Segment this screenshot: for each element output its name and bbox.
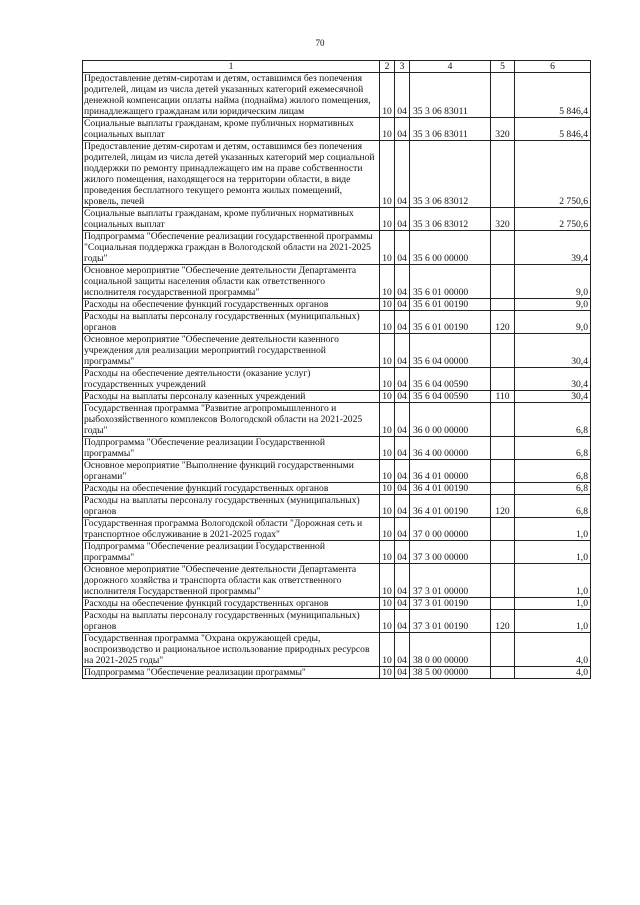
- row-subsection: 04: [395, 231, 410, 265]
- row-section: 10: [380, 437, 395, 460]
- row-expense-type: [491, 598, 515, 610]
- table-row: [83, 610, 591, 633]
- row-name: Расходы на выплаты персоналу государственных (муниципальных) органов: [83, 610, 380, 633]
- row-section: 10: [380, 334, 395, 368]
- row-subsection: 04: [395, 483, 410, 495]
- row-subsection: 04: [395, 141, 410, 208]
- row-name: Расходы на обеспечение функций государственных органов: [83, 299, 380, 311]
- row-section: 10: [380, 541, 395, 564]
- row-amount: 39,4: [515, 231, 591, 265]
- row-name: Предоставление детям-сиротам и детям, оставшимся без попечения родителей, лицам из числа детей указанных категорий ежемесячной денежной компенсации оплаты найма (поднайма) жилого помещения, принадлежащего гражданам или юридическим лицам: [83, 73, 380, 118]
- row-name: Расходы на выплаты персоналу государственных (муниципальных) органов: [83, 495, 380, 518]
- budget-table: [82, 60, 591, 679]
- table-row: [83, 541, 591, 564]
- row-subsection: 04: [395, 541, 410, 564]
- row-subsection: 04: [395, 564, 410, 598]
- row-amount: 9,0: [515, 299, 591, 311]
- row-section: 10: [380, 403, 395, 437]
- row-amount: 6,8: [515, 483, 591, 495]
- row-subsection: 04: [395, 403, 410, 437]
- row-subsection: 04: [395, 460, 410, 483]
- row-section: 10: [380, 231, 395, 265]
- row-target-article: 35 6 00 00000: [410, 231, 491, 265]
- row-expense-type: [491, 564, 515, 598]
- row-subsection: 04: [395, 391, 410, 403]
- row-name: Основное мероприятие "Обеспечение деятельности Департамента социальной защиты населения области как ответственного исполнителя государственной программы": [83, 265, 380, 299]
- header-col-target-article: 4: [410, 61, 491, 73]
- row-section: 10: [380, 518, 395, 541]
- row-expense-type: [491, 541, 515, 564]
- table-row: [83, 118, 591, 141]
- row-expense-type: [491, 334, 515, 368]
- row-subsection: 04: [395, 610, 410, 633]
- table-row: [83, 495, 591, 518]
- row-target-article: 35 3 06 83011: [410, 73, 491, 118]
- row-expense-type: [491, 368, 515, 391]
- row-section: 10: [380, 265, 395, 299]
- row-name: Расходы на обеспечение деятельности (оказание услуг) государственных учреждений: [83, 368, 380, 391]
- row-target-article: 35 6 04 00000: [410, 334, 491, 368]
- row-amount: 6,8: [515, 460, 591, 483]
- table-row: [83, 334, 591, 368]
- row-name: Подпрограмма "Обеспечение реализации программы": [83, 667, 380, 679]
- row-subsection: 04: [395, 368, 410, 391]
- row-subsection: 04: [395, 311, 410, 334]
- row-section: 10: [380, 483, 395, 495]
- row-section: 10: [380, 460, 395, 483]
- row-subsection: 04: [395, 118, 410, 141]
- row-section: 10: [380, 141, 395, 208]
- row-subsection: 04: [395, 518, 410, 541]
- row-section: 10: [380, 391, 395, 403]
- row-expense-type: [491, 518, 515, 541]
- row-expense-type: [491, 437, 515, 460]
- row-section: 10: [380, 610, 395, 633]
- row-amount: 4,0: [515, 633, 591, 667]
- row-section: 10: [380, 667, 395, 679]
- row-expense-type: [491, 483, 515, 495]
- table-row: [83, 73, 591, 118]
- row-target-article: 36 4 01 00000: [410, 460, 491, 483]
- row-section: 10: [380, 311, 395, 334]
- header-col-name: 1: [83, 61, 380, 73]
- row-amount: 5 846,4: [515, 73, 591, 118]
- row-section: 10: [380, 73, 395, 118]
- row-target-article: 35 3 06 83012: [410, 208, 491, 231]
- row-target-article: 36 4 00 00000: [410, 437, 491, 460]
- row-target-article: 37 3 00 00000: [410, 541, 491, 564]
- row-expense-type: 120: [491, 610, 515, 633]
- table-row: [83, 460, 591, 483]
- row-expense-type: [491, 460, 515, 483]
- row-subsection: 04: [395, 299, 410, 311]
- header-col-subsection: 3: [395, 61, 410, 73]
- table-row: [83, 265, 591, 299]
- row-subsection: 04: [395, 633, 410, 667]
- row-section: 10: [380, 208, 395, 231]
- row-expense-type: 120: [491, 311, 515, 334]
- row-subsection: 04: [395, 73, 410, 118]
- row-target-article: 35 6 01 00190: [410, 299, 491, 311]
- row-expense-type: 120: [491, 495, 515, 518]
- row-subsection: 04: [395, 265, 410, 299]
- row-amount: 30,4: [515, 334, 591, 368]
- row-section: 10: [380, 368, 395, 391]
- row-amount: 5 846,4: [515, 118, 591, 141]
- row-subsection: 04: [395, 334, 410, 368]
- table-row: [83, 633, 591, 667]
- row-subsection: 04: [395, 495, 410, 518]
- row-amount: 2 750,6: [515, 208, 591, 231]
- row-name: Расходы на выплаты персоналу государственных (муниципальных) органов: [83, 311, 380, 334]
- row-target-article: 35 3 06 83011: [410, 118, 491, 141]
- row-expense-type: [491, 403, 515, 437]
- row-name: Государственная программа Вологодской области "Дорожная сеть и транспортное обслуживание в 2021-2025 годах": [83, 518, 380, 541]
- row-section: 10: [380, 299, 395, 311]
- table-row: [83, 598, 591, 610]
- row-expense-type: [491, 667, 515, 679]
- table-row: [83, 231, 591, 265]
- row-amount: 1,0: [515, 541, 591, 564]
- table-row: [83, 141, 591, 208]
- row-expense-type: [491, 231, 515, 265]
- row-subsection: 04: [395, 208, 410, 231]
- row-name: Основное мероприятие "Выполнение функций государственными органами": [83, 460, 380, 483]
- row-target-article: 37 3 01 00190: [410, 610, 491, 633]
- row-section: 10: [380, 118, 395, 141]
- page-number: 70: [315, 38, 325, 48]
- row-name: Государственная программа "Охрана окружающей среды, воспроизводство и рациональное использование природных ресурсов на 2021-2025 годы": [83, 633, 380, 667]
- row-name: Подпрограмма "Обеспечение реализации государственной программы "Социальная поддержка граждан в Вологодской области на 2021-2025 годы": [83, 231, 380, 265]
- row-amount: 6,8: [515, 495, 591, 518]
- header-col-section: 2: [380, 61, 395, 73]
- row-target-article: 37 3 01 00190: [410, 598, 491, 610]
- table-row: [83, 667, 591, 679]
- table-row: [83, 311, 591, 334]
- row-amount: 30,4: [515, 391, 591, 403]
- row-name: Подпрограмма "Обеспечение реализации Государственной программы": [83, 541, 380, 564]
- table-row: [83, 368, 591, 391]
- row-amount: 1,0: [515, 598, 591, 610]
- row-target-article: 35 6 04 00590: [410, 368, 491, 391]
- row-name: Предоставление детям-сиротам и детям, оставшимся без попечения родителей, лицам из числа детей указанных категорий мер социальной поддержки по ремонту принадлежащего им на праве собственности жилого помещения, находящегося на территории области, в виде проведения бесплатного текущего ремонта жилых помещений, кровель, печей: [83, 141, 380, 208]
- row-amount: 4,0: [515, 667, 591, 679]
- table-row: [83, 299, 591, 311]
- row-expense-type: [491, 141, 515, 208]
- row-expense-type: 320: [491, 208, 515, 231]
- row-amount: 6,8: [515, 403, 591, 437]
- row-name: Расходы на выплаты персоналу казенных учреждений: [83, 391, 380, 403]
- row-target-article: 37 0 00 00000: [410, 518, 491, 541]
- table-row: [83, 403, 591, 437]
- row-target-article: 35 6 04 00590: [410, 391, 491, 403]
- row-subsection: 04: [395, 598, 410, 610]
- row-target-article: 35 6 01 00190: [410, 311, 491, 334]
- row-expense-type: [491, 299, 515, 311]
- row-target-article: 38 0 00 00000: [410, 633, 491, 667]
- table-header-row: [83, 61, 591, 73]
- table-row: [83, 437, 591, 460]
- row-section: 10: [380, 633, 395, 667]
- row-amount: 2 750,6: [515, 141, 591, 208]
- table-row: [83, 483, 591, 495]
- row-target-article: 35 6 01 00000: [410, 265, 491, 299]
- row-name: Социальные выплаты гражданам, кроме публичных нормативных социальных выплат: [83, 118, 380, 141]
- row-name: Основное мероприятие "Обеспечение деятельности казенного учреждения для реализации мероприятий государственной программы": [83, 334, 380, 368]
- row-amount: 9,0: [515, 265, 591, 299]
- row-name: Государственная программа "Развитие агропромышленного и рыбохозяйственного комплексов Вологодской области на 2021-2025 годы": [83, 403, 380, 437]
- header-col-expense-type: 5: [491, 61, 515, 73]
- table-row: [83, 391, 591, 403]
- row-section: 10: [380, 495, 395, 518]
- row-name: Основное мероприятие "Обеспечение деятельности Департамента дорожного хозяйства и транспорта области как ответственного исполнителя Государственной программы": [83, 564, 380, 598]
- row-amount: 1,0: [515, 518, 591, 541]
- row-expense-type: 110: [491, 391, 515, 403]
- row-expense-type: [491, 633, 515, 667]
- row-target-article: 36 4 01 00190: [410, 483, 491, 495]
- row-subsection: 04: [395, 437, 410, 460]
- row-amount: 1,0: [515, 564, 591, 598]
- table-row: [83, 518, 591, 541]
- row-name: Социальные выплаты гражданам, кроме публичных нормативных социальных выплат: [83, 208, 380, 231]
- row-target-article: 36 4 01 00190: [410, 495, 491, 518]
- row-expense-type: 320: [491, 118, 515, 141]
- row-section: 10: [380, 598, 395, 610]
- row-target-article: 38 5 00 00000: [410, 667, 491, 679]
- table-row: [83, 208, 591, 231]
- row-subsection: 04: [395, 667, 410, 679]
- row-name: Подпрограмма "Обеспечение реализации Государственной программы": [83, 437, 380, 460]
- row-target-article: 36 0 00 00000: [410, 403, 491, 437]
- row-amount: 6,8: [515, 437, 591, 460]
- row-expense-type: [491, 265, 515, 299]
- row-amount: 30,4: [515, 368, 591, 391]
- row-name: Расходы на обеспечение функций государственных органов: [83, 483, 380, 495]
- header-col-amount: 6: [515, 61, 591, 73]
- row-name: Расходы на обеспечение функций государственных органов: [83, 598, 380, 610]
- table-row: [83, 564, 591, 598]
- row-amount: 9,0: [515, 311, 591, 334]
- row-target-article: 35 3 06 83012: [410, 141, 491, 208]
- row-target-article: 37 3 01 00000: [410, 564, 491, 598]
- row-amount: 1,0: [515, 610, 591, 633]
- row-expense-type: [491, 73, 515, 118]
- row-section: 10: [380, 564, 395, 598]
